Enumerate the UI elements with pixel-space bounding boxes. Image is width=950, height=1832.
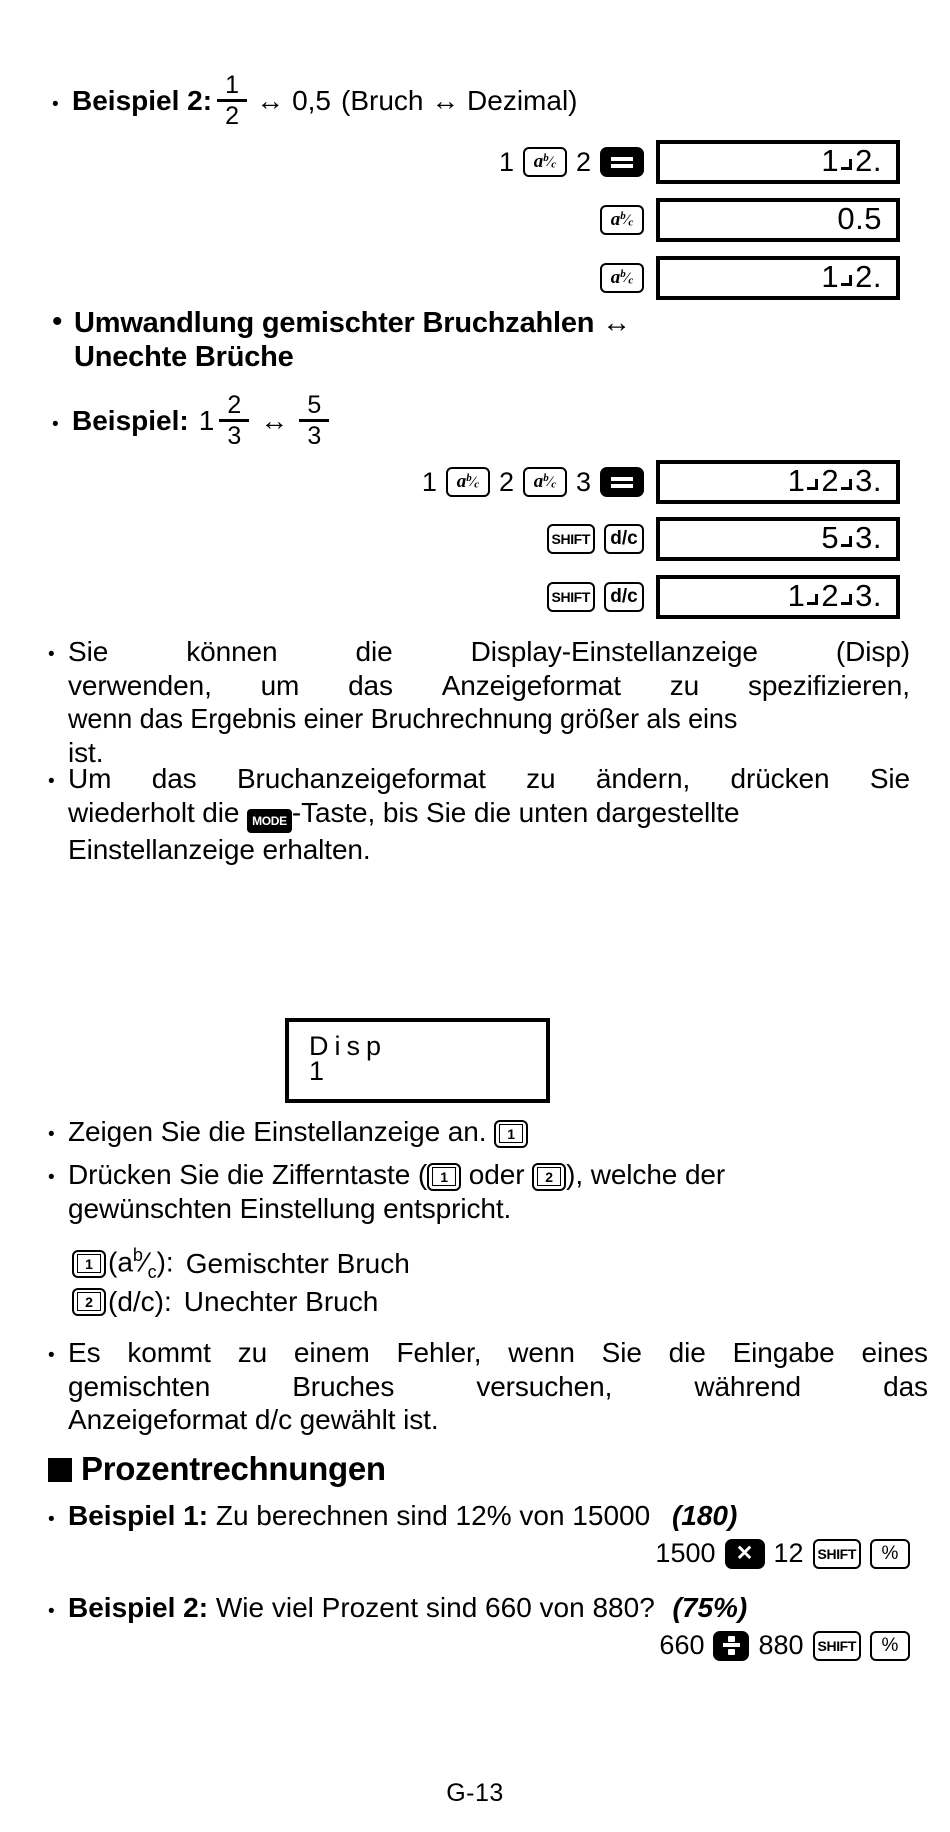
lcd-line-2: 1 [309,1055,325,1086]
word: verwenden, [68,669,212,701]
key-sequence [324,467,644,498]
percent-example-1 [48,1500,928,1532]
lcd-line-1: Disp [309,1030,388,1061]
para-line: Einstellanzeige erhalten. [68,833,371,865]
bullet-icon [48,1500,68,1532]
para-line [68,1158,928,1192]
disp-setting-screen [285,1018,550,1103]
fraction-separator-glyph [805,473,821,493]
word: die [355,636,393,667]
percent-example-2 [48,1592,948,1624]
fraction-separator-glyph [839,153,855,173]
fraction-five-thirds [299,392,329,450]
para-line [68,669,910,703]
example1-answer: (180) [671,1500,738,1531]
option-description: Unechter Bruch [183,1285,379,1317]
keyseq-row-2 [380,198,900,242]
paragraph-mode-key [48,762,910,866]
word: Bruchanzeigeformat [236,763,486,794]
fraction-format-options [72,1245,410,1318]
example2-label: Beispiel 2: [68,1592,209,1623]
percent-key-icon[interactable]: % [870,1539,910,1569]
lcd-text: 1 2. [821,258,882,294]
key-sequence [324,524,644,554]
keyseq-row-6 [300,575,900,619]
word: Um [68,763,112,794]
section-title: Prozentrechnungen [81,1450,386,1487]
operand-2: 12 [773,1538,804,1568]
lcd-display-6 [656,575,900,619]
keyseq-row-5 [300,517,900,561]
instruction-text-tail: ), welche der [566,1159,726,1190]
percent-example-2-keys [48,1630,910,1661]
key-sequence [412,147,644,178]
digit-key-1-icon[interactable]: 1 [72,1250,106,1278]
word: versuchen, [476,1370,613,1402]
word: (Disp) [835,636,910,667]
word: Sie [68,636,109,667]
paragraph-disp-info [48,635,910,769]
digit-1: 1 [421,466,437,497]
operand-2: 880 [758,1630,804,1660]
word: zu [526,763,556,794]
word: das [883,1370,928,1402]
fraction-numerator: 5 [307,391,322,419]
lcd-text: 1 2 3. [787,577,882,613]
lcd-display-1 [656,140,900,184]
lcd-display-disp [285,1018,550,1103]
keyseq-row-3 [380,256,900,300]
lcd-display-2 [656,198,900,242]
shift-key-icon[interactable]: SHIFT [547,582,595,612]
word: können [186,636,278,667]
section-percent-heading [48,1450,386,1488]
paragraph-press-digit [48,1158,928,1225]
word: Es [68,1337,101,1368]
example2-decimal-value: 0,5 [292,84,331,116]
word: zu [237,1337,268,1368]
fraction-separator-glyph [839,269,855,289]
section-heading-line2: Unechte Brüche [74,341,294,374]
fraction-separator-glyph [805,588,821,608]
word: gemischten [68,1370,211,1402]
shift-key-icon[interactable]: SHIFT [813,1631,861,1661]
lcd-display-3 [656,256,900,300]
instruction-text: Drücken Sie die Zifferntaste ( [68,1159,428,1190]
mixed-example-whole: 1 [198,404,215,436]
word: Sie [869,763,910,794]
fraction-denominator: 2 [225,102,240,131]
lcd-display-4 [656,460,900,504]
operand-1: 660 [659,1630,705,1660]
filled-square-icon [48,1458,72,1482]
fraction-separator-glyph [839,530,855,550]
word: während [694,1370,802,1402]
bullet-icon [48,1115,68,1147]
fraction-one-half [217,72,247,130]
conjunction-text: oder [468,1159,525,1190]
bullet-icon [52,85,72,117]
equals-key-icon[interactable] [600,147,644,177]
keyseq-row-4 [300,460,900,504]
word: Sie [601,1337,642,1368]
option-description: Gemischter Bruch [185,1247,410,1279]
keyseq-row-1 [380,140,900,184]
mode-key-icon[interactable]: MODE [247,809,292,833]
abc-key-icon[interactable]: a $^b⁄_c$ [446,467,490,497]
bullet-icon [48,1592,68,1624]
digit-1: 1 [498,146,514,177]
d-over-c-key-icon[interactable]: d/c [604,582,644,612]
bullet-icon [48,635,68,667]
para-line: ist. [68,736,104,768]
bullet-icon [52,405,72,437]
option-mode-label: $(a^b⁄_c)$: [108,1245,174,1282]
word: zu [669,669,700,701]
bullet-icon [52,304,74,340]
example1-text: Zu berechnen sind 12% von 15000 [215,1500,651,1531]
example1-label: Beispiel 1: [68,1500,209,1531]
example2-decimal-block [52,72,902,130]
word: Fehler, [396,1337,482,1368]
option-row-improper [72,1286,410,1318]
word: Display-Einstellanzeige [470,636,758,667]
para-line: Anzeigeformat d/c gewählt ist. [68,1404,439,1436]
fraction-numerator: 1 [225,71,240,99]
example2-label: Beispiel 2: [72,84,213,116]
word: Bruches [292,1370,395,1402]
word: das [348,669,393,701]
abc-key-icon[interactable]: a $^b⁄_c$ [523,147,567,177]
fraction-denominator: 3 [227,422,242,451]
para-line: gewünschten Einstellung entspricht. [68,1192,512,1224]
lcd-text: 1 2. [821,142,882,178]
key-sequence [324,582,644,612]
shift-key-icon[interactable]: SHIFT [813,1539,861,1569]
digit-key-2-icon[interactable]: 2 [72,1288,106,1316]
d-over-c-key-icon[interactable]: d/c [604,524,644,554]
word: um [260,669,300,701]
arrow-icon: ↔ [256,84,285,116]
lcd-text: 5 3. [821,519,882,555]
word: eines [861,1337,928,1368]
para-line [68,635,910,669]
text-before-mode-key: wiederholt die [68,796,240,828]
word: Anzeigeformat [441,669,621,701]
word: spezifizieren, [747,669,910,701]
bullet-icon [48,1336,68,1368]
page-number: G-13 [446,1779,504,1807]
section-heading-line1: Umwandlung gemischter Bruchzahlen ↔ [74,307,631,339]
word: wenn [508,1337,575,1368]
para-line [68,762,910,796]
lcd-display-5 [656,517,900,561]
mixed-example-label: Beispiel: [72,404,189,436]
bullet-icon [48,762,68,794]
arrow-icon: ↔ [260,404,289,436]
shift-key-icon[interactable]: SHIFT [547,524,595,554]
word: einem [293,1337,370,1368]
para-line [68,796,910,833]
text-after-mode-key: -Taste, bis Sie die unten dargestellte [291,796,740,828]
multiply-key-icon[interactable]: ✕ [725,1539,765,1569]
example2-heading-row [52,72,902,130]
digit-2: 2 [498,466,514,497]
bullet-icon [48,1158,68,1190]
fraction-separator-glyph [839,588,855,608]
digit-key-2-icon[interactable]: 2 [532,1163,566,1191]
equals-key-icon[interactable] [600,467,644,497]
fraction-two-thirds [219,392,249,450]
option-row-mixed [72,1245,410,1283]
fraction-separator-glyph [839,473,855,493]
instruction-text: Zeigen Sie die Einstellanzeige an. [68,1116,487,1147]
abc-key-icon[interactable]: a $^b⁄_c$ [600,263,644,293]
key-sequence [412,263,644,293]
word: Eingabe [732,1337,835,1368]
digit-3: 3 [575,466,591,497]
digit-key-1-icon[interactable]: 1 [494,1120,528,1148]
paragraph-error-note [48,1336,928,1437]
word: kommt [127,1337,211,1368]
abc-key-icon[interactable]: a $^b⁄_c$ [523,467,567,497]
percent-example-1-keys [48,1538,910,1569]
mixed-example-row [52,392,334,450]
para-line [68,1370,928,1404]
lcd-text: 0.5 [837,200,882,236]
word: die [668,1337,706,1368]
digit-2: 2 [575,146,591,177]
word: drücken [730,763,830,794]
para-line: wenn das Ergebnis einer Bruchrechnung größer als eins [68,703,738,735]
option-mode-label: (d/c): [108,1285,172,1317]
example2-parenthetical: (Bruch ↔ Dezimal) [341,84,578,116]
para-line [68,1336,928,1370]
word: ändern, [595,763,691,794]
operand-1: 1500 [655,1538,716,1568]
key-sequence [412,205,644,235]
fraction-numerator: 2 [227,391,242,419]
percent-key-icon[interactable]: % [870,1631,910,1661]
example2-text: Wie viel Prozent sind 660 von 880? [215,1592,655,1623]
abc-key-icon[interactable]: a $^b⁄_c$ [600,205,644,235]
section-mixed-heading [52,306,912,374]
divide-key-icon[interactable] [713,1631,749,1661]
example2-answer: (75%) [672,1592,748,1623]
paragraph-show-setting [48,1115,910,1149]
digit-key-1-icon[interactable]: 1 [427,1163,461,1191]
lcd-text: 1 2 3. [787,462,882,498]
word: das [151,763,197,794]
fraction-denominator: 3 [307,422,322,451]
